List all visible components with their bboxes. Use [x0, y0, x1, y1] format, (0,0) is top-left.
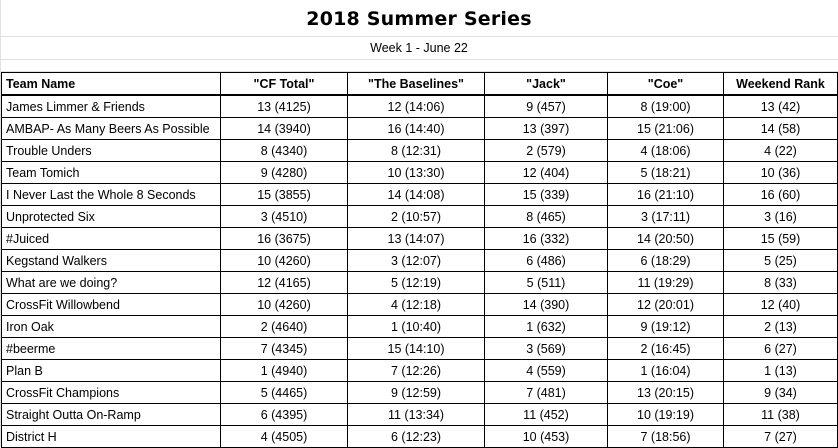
- score-cell[interactable]: 10 (13:30): [348, 162, 485, 184]
- score-cell[interactable]: 6 (27): [724, 338, 838, 360]
- score-cell[interactable]: 3 (16): [724, 206, 838, 228]
- score-cell[interactable]: 12 (4165): [221, 272, 348, 294]
- score-cell[interactable]: 11 (13:34): [348, 404, 485, 426]
- score-cell[interactable]: 5 (12:19): [348, 272, 485, 294]
- score-cell[interactable]: 15 (3855): [221, 184, 348, 206]
- sheet-subtitle: Week 1 - June 22: [370, 41, 468, 55]
- table-row: [2, 272, 838, 294]
- header-weekend-rank[interactable]: Weekend Rank: [724, 73, 838, 96]
- score-cell[interactable]: 2 (16:45): [608, 338, 724, 360]
- score-cell[interactable]: 6 (18:29): [608, 250, 724, 272]
- score-cell[interactable]: 5 (511): [485, 272, 608, 294]
- team-name-cell[interactable]: Straight Outta On-Ramp: [2, 404, 221, 426]
- sheet-title: 2018 Summer Series: [306, 8, 532, 30]
- score-cell[interactable]: 13 (14:07): [348, 228, 485, 250]
- score-cell[interactable]: 11 (452): [485, 404, 608, 426]
- table-row: [2, 95, 838, 118]
- score-cell[interactable]: 13 (20:15): [608, 382, 724, 404]
- score-cell[interactable]: 6 (12:23): [348, 426, 485, 448]
- score-cell[interactable]: 9 (19:12): [608, 316, 724, 338]
- score-cell[interactable]: 13 (4125): [221, 95, 348, 118]
- standings-table: [1, 72, 838, 448]
- table-row: [2, 206, 838, 228]
- score-cell[interactable]: 13 (397): [485, 118, 608, 140]
- score-cell[interactable]: 10 (36): [724, 162, 838, 184]
- score-cell[interactable]: 14 (14:08): [348, 184, 485, 206]
- team-name-cell[interactable]: Iron Oak: [2, 316, 221, 338]
- score-cell[interactable]: 14 (58): [724, 118, 838, 140]
- score-cell[interactable]: 12 (20:01): [608, 294, 724, 316]
- score-cell[interactable]: 4 (559): [485, 360, 608, 382]
- score-cell[interactable]: 15 (59): [724, 228, 838, 250]
- score-cell[interactable]: 4 (22): [724, 140, 838, 162]
- score-cell[interactable]: 5 (4465): [221, 382, 348, 404]
- score-cell[interactable]: 9 (34): [724, 382, 838, 404]
- table-row: [2, 316, 838, 338]
- team-name-cell[interactable]: James Limmer & Friends: [2, 95, 221, 118]
- score-cell[interactable]: 8 (465): [485, 206, 608, 228]
- score-cell[interactable]: 14 (20:50): [608, 228, 724, 250]
- header-team-name[interactable]: Team Name: [2, 73, 221, 96]
- score-cell[interactable]: 16 (3675): [221, 228, 348, 250]
- score-cell[interactable]: 2 (4640): [221, 316, 348, 338]
- score-cell[interactable]: 10 (453): [485, 426, 608, 448]
- score-cell[interactable]: 10 (19:19): [608, 404, 724, 426]
- table-row: [2, 118, 838, 140]
- table-row: [2, 382, 838, 404]
- score-cell[interactable]: 9 (4280): [221, 162, 348, 184]
- table-row: [2, 250, 838, 272]
- score-cell[interactable]: 6 (486): [485, 250, 608, 272]
- table-row: [2, 184, 838, 206]
- score-cell[interactable]: 8 (19:00): [608, 95, 724, 118]
- table-row: [2, 140, 838, 162]
- score-cell[interactable]: 8 (4340): [221, 140, 348, 162]
- score-cell[interactable]: 15 (21:06): [608, 118, 724, 140]
- score-cell[interactable]: 4 (18:06): [608, 140, 724, 162]
- score-cell[interactable]: 7 (4345): [221, 338, 348, 360]
- score-cell[interactable]: 7 (12:26): [348, 360, 485, 382]
- score-cell[interactable]: 15 (14:10): [348, 338, 485, 360]
- team-name-cell[interactable]: Kegstand Walkers: [2, 250, 221, 272]
- score-cell[interactable]: 4 (4505): [221, 426, 348, 448]
- header-cf-total[interactable]: "CF Total": [221, 73, 348, 96]
- team-name-cell[interactable]: Trouble Unders: [2, 140, 221, 162]
- score-cell[interactable]: 12 (404): [485, 162, 608, 184]
- header-the-baselines[interactable]: "The Baselines": [348, 73, 485, 96]
- score-cell[interactable]: 1 (632): [485, 316, 608, 338]
- score-cell[interactable]: 3 (569): [485, 338, 608, 360]
- subtitle-cell[interactable]: [0, 37, 838, 60]
- team-name-cell[interactable]: AMBAP- As Many Beers As Possible: [2, 118, 221, 140]
- score-cell[interactable]: 3 (12:07): [348, 250, 485, 272]
- team-name-cell[interactable]: CrossFit Willowbend: [2, 294, 221, 316]
- header-row: [2, 73, 838, 96]
- score-cell[interactable]: 16 (21:10): [608, 184, 724, 206]
- team-name-cell[interactable]: Unprotected Six: [2, 206, 221, 228]
- score-cell[interactable]: 8 (12:31): [348, 140, 485, 162]
- table-row: [2, 338, 838, 360]
- score-cell[interactable]: 16 (60): [724, 184, 838, 206]
- score-cell[interactable]: 10 (4260): [221, 294, 348, 316]
- score-cell[interactable]: 2 (579): [485, 140, 608, 162]
- score-cell[interactable]: 7 (18:56): [608, 426, 724, 448]
- score-cell[interactable]: 2 (10:57): [348, 206, 485, 228]
- team-name-cell[interactable]: CrossFit Champions: [2, 382, 221, 404]
- table-row: [2, 294, 838, 316]
- score-cell[interactable]: 7 (27): [724, 426, 838, 448]
- table-row: [2, 360, 838, 382]
- score-cell[interactable]: 1 (4940): [221, 360, 348, 382]
- score-cell[interactable]: 5 (25): [724, 250, 838, 272]
- score-cell[interactable]: 6 (4395): [221, 404, 348, 426]
- team-name-cell[interactable]: #beerme: [2, 338, 221, 360]
- score-cell[interactable]: 9 (12:59): [348, 382, 485, 404]
- team-name-cell[interactable]: What are we doing?: [2, 272, 221, 294]
- score-cell[interactable]: 12 (40): [724, 294, 838, 316]
- table-row: [2, 228, 838, 250]
- score-cell[interactable]: 16 (332): [485, 228, 608, 250]
- score-cell[interactable]: 14 (3940): [221, 118, 348, 140]
- table-row: [2, 426, 838, 448]
- score-cell[interactable]: 8 (33): [724, 272, 838, 294]
- score-cell[interactable]: 4 (12:18): [348, 294, 485, 316]
- score-cell[interactable]: 14 (390): [485, 294, 608, 316]
- table-body: [2, 95, 838, 448]
- table-row: [2, 162, 838, 184]
- score-cell[interactable]: 2 (13): [724, 316, 838, 338]
- table-row: [2, 404, 838, 426]
- score-cell[interactable]: 11 (19:29): [608, 272, 724, 294]
- score-cell[interactable]: 16 (14:40): [348, 118, 485, 140]
- score-cell[interactable]: 1 (13): [724, 360, 838, 382]
- score-cell[interactable]: 11 (38): [724, 404, 838, 426]
- team-name-cell[interactable]: I Never Last the Whole 8 Seconds: [2, 184, 221, 206]
- score-cell[interactable]: 3 (4510): [221, 206, 348, 228]
- header-coe[interactable]: "Coe": [608, 73, 724, 96]
- score-cell[interactable]: 12 (14:06): [348, 95, 485, 118]
- team-name-cell[interactable]: District H: [2, 426, 221, 448]
- blank-row[interactable]: [0, 60, 838, 72]
- title-cell[interactable]: [0, 0, 838, 37]
- score-cell[interactable]: 9 (457): [485, 95, 608, 118]
- score-cell[interactable]: 1 (16:04): [608, 360, 724, 382]
- team-name-cell[interactable]: #Juiced: [2, 228, 221, 250]
- team-name-cell[interactable]: Team Tomich: [2, 162, 221, 184]
- score-cell[interactable]: 15 (339): [485, 184, 608, 206]
- header-jack[interactable]: "Jack": [485, 73, 608, 96]
- score-cell[interactable]: 10 (4260): [221, 250, 348, 272]
- score-cell[interactable]: 5 (18:21): [608, 162, 724, 184]
- team-name-cell[interactable]: Plan B: [2, 360, 221, 382]
- score-cell[interactable]: 3 (17:11): [608, 206, 724, 228]
- score-cell[interactable]: 7 (481): [485, 382, 608, 404]
- score-cell[interactable]: 13 (42): [724, 95, 838, 118]
- score-cell[interactable]: 1 (10:40): [348, 316, 485, 338]
